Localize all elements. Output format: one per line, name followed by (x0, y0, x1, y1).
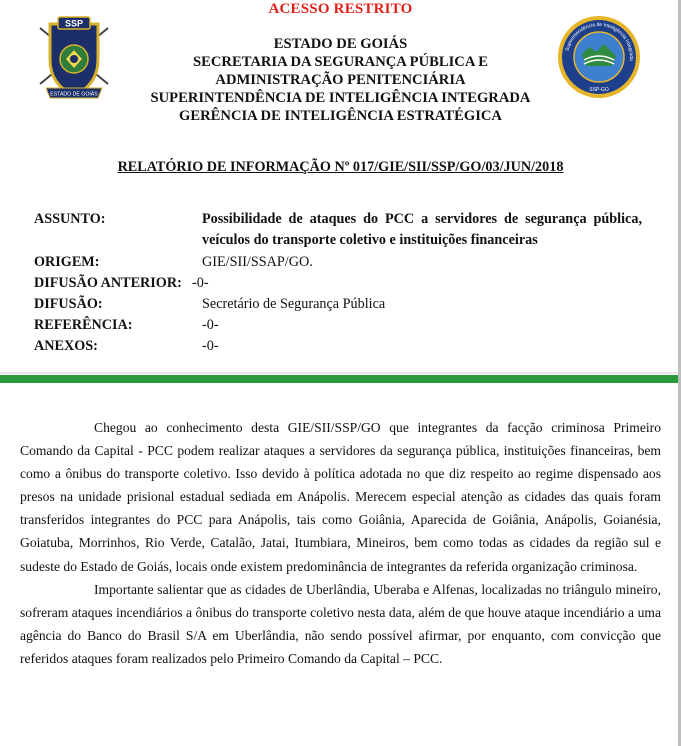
shield-bottom-text: ESTADO DE GOIÁS (50, 91, 98, 98)
meta-label: DIFUSÃO: (34, 296, 103, 312)
body-paragraph: Chegou ao conhecimento desta GIE/SII/SSP/GO que integrantes da facção criminosa Primeiro Comando da Capital - PCC podem realizar ataques a servidores da segurança pública, instituições financeiras, bem como a ônibus do transporte coletivo. Isso devido à política adotada no que diz respeito ao regime dispensado aos presos na unidade prisional estadual sediada em Anápolis. Merecem especial atenção as cidades das quais foram transferidos integrantes do PCC para Anápolis, tais como Goiânia, Aparecida de Goiânia, Anápolis, Goianésia, Goiatuba, Morrinhos, Rio Verde, Catalão, Jatai, Itumbiara, Mineiros, bem como todas as cidades da região sul e sudeste do Estado de Goiás, locais onde existem predominância de integrantes da referida organização criminosa. (20, 420, 661, 574)
meta-label: ASSUNTO: (34, 211, 106, 227)
meta-value: -0- (192, 275, 209, 291)
meta-row-attachments (34, 336, 634, 357)
report-body (20, 416, 661, 670)
seal-bottom-text: SSP-GO (589, 87, 609, 93)
meta-row-subject (34, 209, 642, 252)
meta-row-previous-diffusion (34, 273, 634, 294)
ssp-shield-logo (36, 14, 112, 104)
meta-row-reference (34, 315, 634, 336)
meta-value: -0- (202, 317, 219, 333)
header-line-administration: ADMINISTRAÇÃO PENITENCIÁRIA (215, 72, 466, 88)
meta-label: DIFUSÃO ANTERIOR: (34, 275, 182, 291)
meta-value: Secretário de Segurança Pública (202, 296, 386, 312)
header-line-secretariat: SECRETARIA DA SEGURANÇA PÚBLICA E (193, 54, 488, 70)
header-line-state: ESTADO DE GOIÁS (273, 36, 408, 52)
header-line-management: GERÊNCIA DE INTELIGÊNCIA ESTRATÉGICA (179, 108, 502, 124)
meta-row-diffusion (34, 294, 634, 315)
institution-header (120, 35, 561, 125)
header-line-superintendency: SUPERINTENDÊNCIA DE INTELIGÊNCIA INTEGRADA (150, 90, 531, 106)
report-metadata (34, 209, 642, 357)
intelligence-seal-logo (556, 14, 642, 100)
body-paragraph: Importante salientar que as cidades de Uberlândia, Uberaba e Alfenas, localizadas no triângulo mineiro, sofreram ataques incendiários a ônibus do transporte coletivo nesta data, além de que houve ataque incendiário a uma agência do Banco do Brasil S/A em Uberlândia, não sendo possível afirmar, por enquanto, com convicção que referidos ataques foram realizados pelo Primeiro Comando da Capital – PCC. (20, 581, 661, 666)
shield-top-text: SSP (64, 18, 84, 29)
divider-shadow (0, 372, 681, 374)
report-title: RELATÓRIO DE INFORMAÇÃO Nº 017/GIE/SII/SSP/GO/03/JUN/2018 (117, 159, 564, 175)
meta-label: ANEXOS: (34, 338, 98, 354)
meta-label: ORIGEM: (34, 254, 100, 270)
meta-label: REFERÊNCIA: (34, 317, 133, 333)
green-divider (0, 375, 681, 383)
restricted-access-label: ACESSO RESTRITO (268, 1, 413, 17)
meta-value: GIE/SII/SSAP/GO. (202, 254, 313, 270)
meta-row-origin (34, 252, 634, 273)
meta-value: -0- (202, 338, 219, 354)
seal-ring-text: Superintendência de Inteligência Integrada (564, 21, 635, 62)
meta-value: Possibilidade de ataques do PCC a servidores de segurança pública, veículos do transporte coletivo e instituições financeiras (202, 211, 642, 248)
